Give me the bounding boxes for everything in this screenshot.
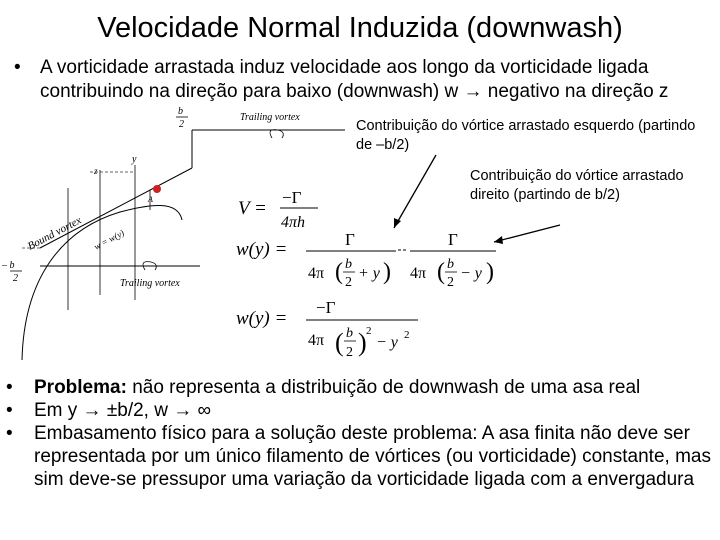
w1-den1-inner-den: 2 [345, 275, 352, 290]
w-of-y-label: w = w(y) [92, 227, 126, 252]
b-over-2-top-num: b [178, 106, 183, 117]
w1-den2-pre: 4π [410, 265, 427, 282]
w1-den2-inner-den: 2 [447, 275, 454, 290]
bullet-marker: • [6, 377, 13, 398]
callout-left-trailing: Contribuição do vórtice arrastado esquerdo (partindo de –b/2) [356, 118, 696, 153]
w1-den1-pre: 4π [308, 265, 325, 282]
w2-den-sq: 2 [366, 325, 372, 337]
bullet-marker: • [6, 400, 13, 421]
w2-den-inner-num: b [346, 326, 353, 341]
w1-numerator-1: Γ [345, 230, 355, 249]
bullet-marker: • [14, 57, 21, 78]
w2-numerator: −Γ [316, 298, 336, 317]
callout-right-arrowhead [494, 236, 503, 244]
w1-den2-inner-num: b [447, 257, 454, 272]
bullet-problem-text: não representa a distribuição de downwash de uma asa real [126, 377, 641, 398]
trailing-vortex-top-label: Trailing vortex [240, 112, 300, 123]
w1-den1-inner-num: b [345, 257, 352, 272]
slide-title: Velocidade Normal Induzida (downwash) [97, 12, 623, 44]
bullet-marker: • [6, 423, 13, 444]
w2-den-lparen: ( [335, 328, 344, 357]
w1-den2-post: − y [460, 265, 482, 282]
A-label: A [148, 195, 153, 204]
w2-lhs: w(y) = [236, 308, 288, 329]
w1-lhs: w(y) = [236, 239, 288, 260]
bottom-bullet-list [6, 376, 716, 491]
w1-den1-post: + y [358, 265, 380, 282]
callout-left-arrow [394, 155, 436, 228]
w2-den-inner-den: 2 [346, 345, 353, 360]
bullet-limit [6, 399, 716, 422]
bullet-basis-text: Embasamento físico para a solução deste problema: A asa finita não deve ser representada por um único filamento de vórtices (ou vorticidade) constante, mas sim deve-se pressupor uma variação da vorticidade ligada com a envergadura [34, 423, 711, 490]
bound-vortex-label: Bound vortex [25, 214, 84, 253]
w1-den1-lparen: ( [335, 259, 343, 285]
w2-den-post-sq: 2 [404, 329, 410, 341]
w2-den-rparen: ) [358, 328, 367, 357]
trailing-vortex-bottom-label: Trailing vortex [120, 278, 180, 289]
bullet-basis [6, 422, 716, 491]
V-lhs: V = [238, 198, 267, 219]
y-axis-label: y [132, 154, 137, 165]
bullet-problem [6, 376, 716, 399]
V-numerator: −Γ [282, 188, 302, 207]
w2-den-post: − y [376, 334, 398, 351]
neg-b-over-2-num: – b [2, 260, 15, 271]
w1-den2-lparen: ( [437, 259, 445, 285]
bullet-problem-bold: Problema: [34, 377, 127, 398]
z-label: z [94, 166, 98, 176]
bullet-limit-text: Em y → ±b/2, w → ∞ [34, 400, 212, 421]
intro-text: A vorticidade arrastada induz velocidade aos longo da vorticidade ligada contribuindo na direção para baixo (downwash) w → negativo na direção z [40, 57, 669, 102]
V-denominator: 4πh [281, 214, 306, 231]
w1-den2-rparen: ) [486, 259, 494, 285]
w1-numerator-2: Γ [448, 230, 458, 249]
b-over-2-top-den: 2 [179, 119, 184, 130]
neg-b-over-2-den: 2 [13, 273, 18, 284]
w2-den-pre: 4π [308, 332, 325, 349]
w1-den1-rparen: ) [383, 259, 391, 285]
callout-left-arrowhead [394, 218, 401, 228]
callout-right-arrow [494, 225, 560, 242]
callout-right-trailing: Contribuição do vórtice arrastado direito (partindo de b/2) [470, 168, 684, 203]
